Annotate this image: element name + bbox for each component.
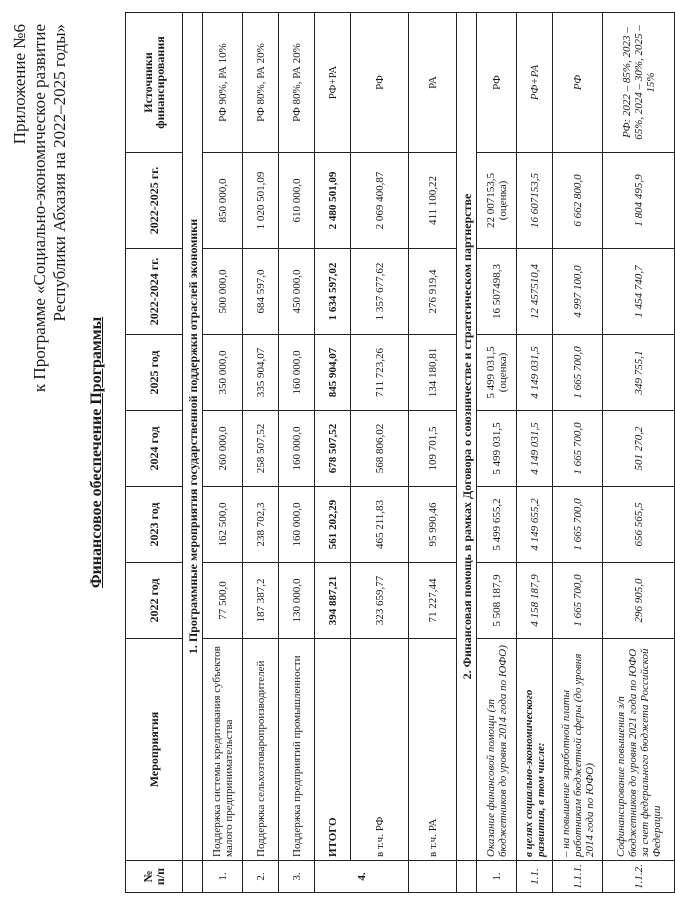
- cell-2022: 394 887,21: [315, 563, 351, 639]
- row-num: 1.1.2.: [603, 861, 675, 893]
- cell-2024: 678 507,52: [315, 411, 351, 487]
- ra-share-label: в т.ч. РА: [409, 639, 457, 861]
- col-header-2022-2024: 2022-2024 гг.: [126, 249, 183, 335]
- cell-2023: 656 565,5: [603, 487, 675, 563]
- cell-source: РФ: [477, 13, 517, 153]
- cell-2022: 4 158 187,9: [517, 563, 553, 639]
- row-measure: Поддержка предприятий промышленности: [279, 639, 315, 861]
- cell-2022-2025: 16 607153,5: [517, 153, 553, 249]
- cell-2022: 77 500,0: [203, 563, 243, 639]
- section-2-row: [457, 13, 477, 893]
- cell-2025: 160 000,0: [279, 335, 315, 411]
- table-row: [203, 13, 243, 893]
- row-measure: Оказание финансовой помощи (зп бюджетников до уровня 2014 года по ЮФО): [477, 639, 517, 861]
- cell-2024: 501 270,2: [603, 411, 675, 487]
- row-num: 1.: [203, 861, 243, 893]
- cell-2022-2025: 2 069 400,87: [351, 153, 409, 249]
- table-row: [279, 13, 315, 893]
- row-num: 4.: [315, 861, 409, 893]
- cell-2025: 350 000,0: [203, 335, 243, 411]
- cell-source: РФ: 2022 – 85%, 2023 – 65%, 2024 – 30%, 2025 – 15%: [603, 13, 675, 153]
- cell-2022-2025: 1 020 501,09: [243, 153, 279, 249]
- cell-2022-2025: 6 662 800,0: [553, 153, 603, 249]
- cell-source: РФ: [351, 13, 409, 153]
- appendix-program-line: к Программе «Социально-экономическое развитие: [30, 24, 49, 393]
- cell-2025: 711 723,26: [351, 335, 409, 411]
- row-num: 1.1.1.: [553, 861, 603, 893]
- cell-source: РФ 80%, РА 20%: [279, 13, 315, 153]
- cell-2025: 4 149 031,5: [517, 335, 553, 411]
- cell-2025: 1 665 700,0: [553, 335, 603, 411]
- cell-2022: 187 387,2: [243, 563, 279, 639]
- cell-2025: 349 755,1: [603, 335, 675, 411]
- cell-2022: 296 905,0: [603, 563, 675, 639]
- cell-2022-2024: 4 997 100,0: [553, 249, 603, 335]
- row-measure: Софинансирование повышения з/п бюджетников до уровня 2021 года по ЮФО за счет федерального бюджета Российской Федерации: [603, 639, 675, 861]
- row-num: 3.: [279, 861, 315, 893]
- cell-2022-2024: 276 919,4: [409, 249, 457, 335]
- table-row: [517, 13, 553, 893]
- appendix-number: Приложение №6: [10, 24, 29, 145]
- row-measure: Поддержка сельхозтоваропроизводителей: [243, 639, 279, 861]
- row-num: 2.: [243, 861, 279, 893]
- col-header-measure: Мероприятия: [126, 639, 183, 861]
- cell-2023: 561 202,29: [315, 487, 351, 563]
- cell-source: РФ+РА: [315, 13, 351, 153]
- cell-2023: 160 000,0: [279, 487, 315, 563]
- col-header-2024: 2024 год: [126, 411, 183, 487]
- cell-2022: 130 000,0: [279, 563, 315, 639]
- row-measure: в целях социально-экономического развития, в том числе:: [517, 639, 553, 861]
- table-row: [477, 13, 517, 893]
- cell-2024: 260 000,0: [203, 411, 243, 487]
- col-header-2023: 2023 год: [126, 487, 183, 563]
- cell-2025: 134 180,81: [409, 335, 457, 411]
- cell-2022-2024: 1 357 677,62: [351, 249, 409, 335]
- table-row: [553, 13, 603, 893]
- financing-table: [125, 12, 675, 893]
- cell-2023: 1 665 700,0: [553, 487, 603, 563]
- row-measure: – на повышение заработной платы работникам бюджетной сферы (до уровня 2014 года по ЮФО): [553, 639, 603, 861]
- cell-2025: 845 904,07: [315, 335, 351, 411]
- total-label: ИТОГО: [315, 639, 351, 861]
- col-header-2022-2025: 2022-2025 гг.: [126, 153, 183, 249]
- cell-source: РФ 80%, РА 20%: [243, 13, 279, 153]
- rf-share-label: в т.ч. РФ: [351, 639, 409, 861]
- cell-2022-2025: 411 100,22: [409, 153, 457, 249]
- cell-2022-2024: 684 597,0: [243, 249, 279, 335]
- cell-2023: 5 499 655,2: [477, 487, 517, 563]
- cell-2024: 4 149 031,5: [517, 411, 553, 487]
- cell-2024: 1 665 700,0: [553, 411, 603, 487]
- col-header-num: № п/п: [126, 861, 183, 893]
- table-row: [243, 13, 279, 893]
- cell-2023: 95 990,46: [409, 487, 457, 563]
- col-header-2025: 2025 год: [126, 335, 183, 411]
- table-header-row: [126, 13, 183, 893]
- cell-2023: 4 149 655,2: [517, 487, 553, 563]
- cell-2022-2024: 16 507498,3: [477, 249, 517, 335]
- cell-2022: 323 659,77: [351, 563, 409, 639]
- cell-2022-2025: 610 000,0: [279, 153, 315, 249]
- cell-2023: 465 211,83: [351, 487, 409, 563]
- cell-source: РФ+РА: [517, 13, 553, 153]
- cell-2024: 258 507,52: [243, 411, 279, 487]
- cell-source: РФ: [553, 13, 603, 153]
- cell-2022-2025: 22 007153,5 (оценка): [477, 153, 517, 249]
- section-1-row: [183, 13, 203, 893]
- cell-2024: 109 701,5: [409, 411, 457, 487]
- cell-source: РА: [409, 13, 457, 153]
- table-row: [603, 13, 675, 893]
- cell-2022: 5 508 187,9: [477, 563, 517, 639]
- table-row: [351, 13, 409, 893]
- section-1-title: 1. Программные мероприятия государственной поддержки отраслей экономики: [183, 13, 203, 861]
- cell-2022: 71 227,44: [409, 563, 457, 639]
- cell-2022-2024: 1 634 597,02: [315, 249, 351, 335]
- cell-2025: 5 499 031,5 (оценка): [477, 335, 517, 411]
- cell-2023: 238 702,3: [243, 487, 279, 563]
- cell-2024: 568 806,02: [351, 411, 409, 487]
- cell-source: РФ 90%, РА 10%: [203, 13, 243, 153]
- table-row: [409, 13, 457, 893]
- cell-2023: 162 500,0: [203, 487, 243, 563]
- col-header-2022: 2022 год: [126, 563, 183, 639]
- cell-2022: 1 665 700,0: [553, 563, 603, 639]
- cell-2022-2024: 450 000,0: [279, 249, 315, 335]
- row-measure: Поддержка системы кредитования субъектов малого предпринимательства: [203, 639, 243, 861]
- cell-2022-2024: 1 454 740,7: [603, 249, 675, 335]
- cell-2024: 5 499 031,5: [477, 411, 517, 487]
- appendix-program-period: Республики Абхазия на 2022–2025 годы»: [50, 24, 69, 322]
- section-2-title: 2. Финансовая помощь в рамках Договора о союзничестве и стратегическом партнерстве: [457, 13, 477, 861]
- col-header-source: Источники финансирования: [126, 13, 183, 153]
- cell-2022-2025: 2 480 501,09: [315, 153, 351, 249]
- cell-2022-2025: 850 000,0: [203, 153, 243, 249]
- cell-2024: 160 000,0: [279, 411, 315, 487]
- appendix-heading: [10, 24, 70, 392]
- row-num: 1.: [477, 861, 517, 893]
- cell-2022-2024: 500 000,0: [203, 249, 243, 335]
- cell-2022-2024: 12 457510,4: [517, 249, 553, 335]
- total-row: [315, 13, 351, 893]
- cell-2025: 335 904,07: [243, 335, 279, 411]
- row-num: 1.1.: [517, 861, 553, 893]
- document-title: Финансовое обеспечение Программы: [88, 316, 105, 589]
- cell-2022-2025: 1 804 495,9: [603, 153, 675, 249]
